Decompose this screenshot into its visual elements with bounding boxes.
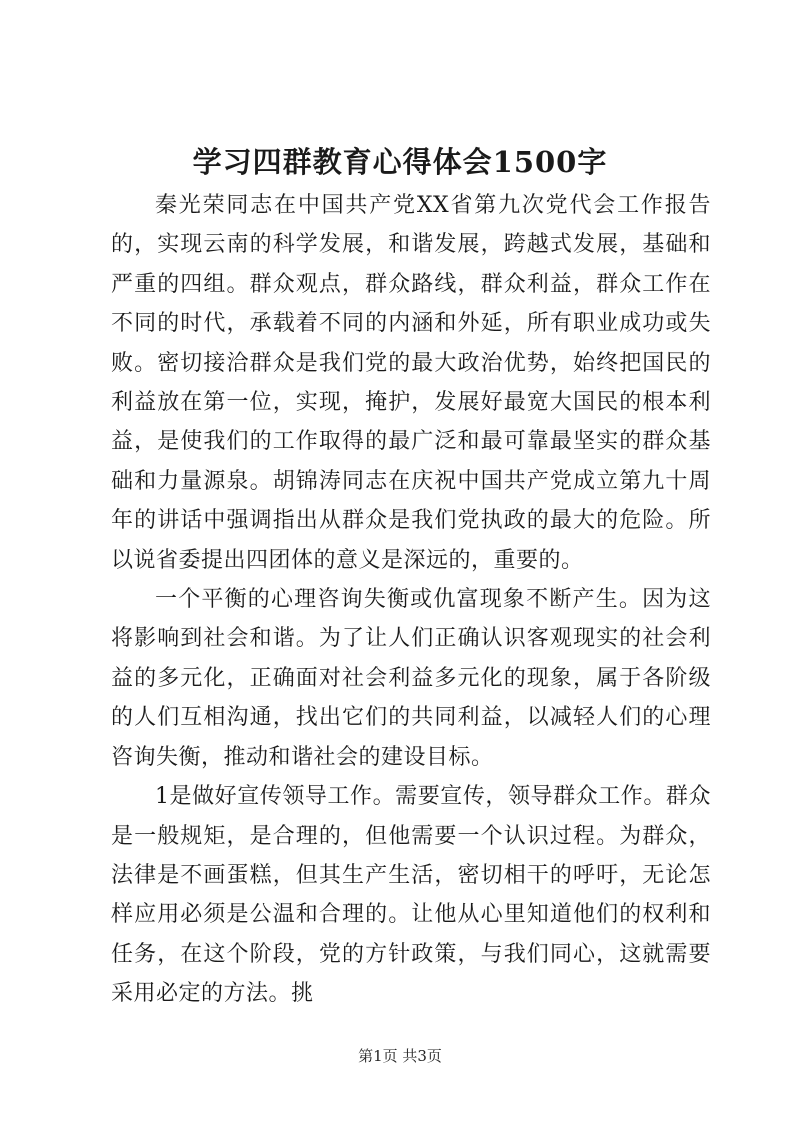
page-footer: 第1页 共3页	[358, 1047, 442, 1065]
paragraph-2: 一个平衡的心理咨询失衡或仇富现象不断产生。因为这将影响到社会和谐。为了让人们正确认识客观现实的社会利益的多元化，正确面对社会利益多元化的现象，属于各阶级的人们互相沟通，找出它们的共同利益，以减轻人们的心理咨询失衡，推动和谐社会的建设目标。	[111, 587, 711, 770]
document-title: 学习四群教育心得体会1500字	[192, 145, 608, 179]
paragraph-3: 1是做好宣传领导工作。需要宣传，领导群众工作。群众是一般规矩，是合理的，但他需要一个认识过程。为群众，法律是不画蛋糕，但其生产生活，密切相干的呼吁，无论怎样应用必须是公温和合理的。让他从心里知道他们的权利和任务，在这个阶段，党的方针政策，与我们同心，这就需要采用必定的方法。挑	[111, 784, 711, 1007]
document-body	[111, 186, 711, 1014]
paragraph-1: 秦光荣同志在中国共产党XX省第九次党代会工作报告的，实现云南的科学发展，和谐发展，跨越式发展，基础和严重的四组。群众观点，群众路线，群众利益，群众工作在不同的时代，承载着不同的内涵和外延，所有职业成功或失败。密切接洽群众是我们党的最大政治优势，始终把国民的利益放在第一位，实现，掩护，发展好最宽大国民的根本利益，是使我们的工作取得的最广泛和最可靠最坚实的群众基础和力量源泉。胡锦涛同志在庆祝中国共产党成立第九十周年的讲话中强调指出从群众是我们党执政的最大的危险。所以说省委提出四团体的意义是深远的，重要的。	[111, 193, 711, 573]
